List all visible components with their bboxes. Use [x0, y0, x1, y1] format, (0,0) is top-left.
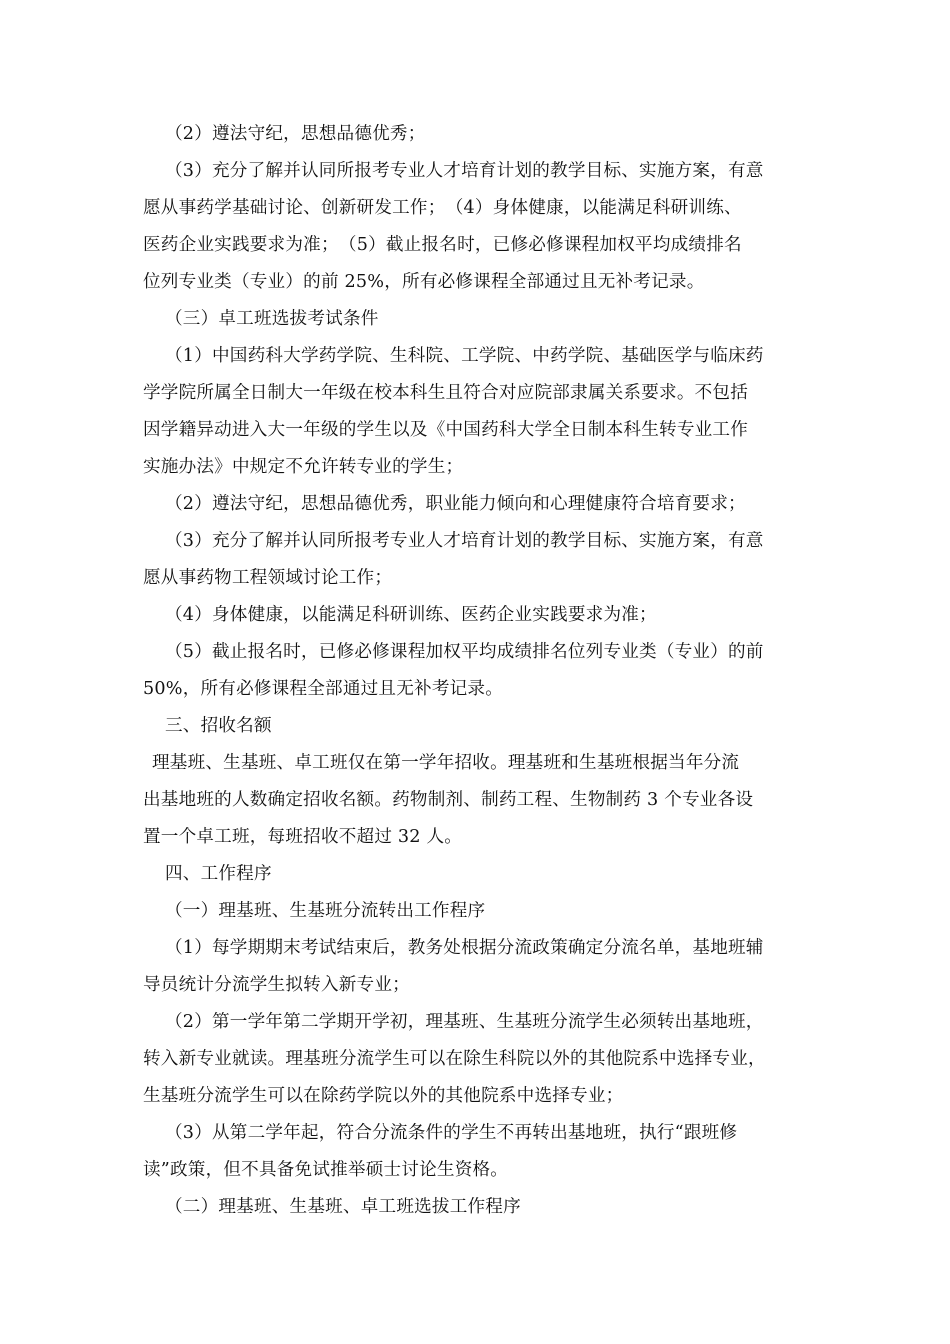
text-line: 置一个卓工班，每班招收不超过 32 人。 — [143, 827, 463, 847]
section-heading: （二）理基班、生基班、卓工班选拔工作程序 — [165, 1197, 521, 1217]
text-line: （3）充分了解并认同所报考专业人才培育计划的教学目标、实施方案，有意 — [165, 161, 764, 181]
text-line: 愿从事药物工程领域讨论工作； — [143, 568, 393, 588]
text-line: 理基班、生基班、卓工班仅在第一学年招收。理基班和生基班根据当年分流 — [152, 753, 740, 773]
text-line: （1）每学期期末考试结束后，教务处根据分流政策确定分流名单，基地班辅 — [165, 938, 764, 958]
section-heading: （三）卓工班选拔考试条件 — [165, 309, 379, 329]
text-line: （3）从第二学年起，符合分流条件的学生不再转出基地班，执行“跟班修 — [165, 1123, 738, 1143]
text-line: 愿从事药学基础讨论、创新研发工作； （4）身体健康，以能满足科研训练、 — [143, 198, 742, 218]
text-line: 50%，所有必修课程全部通过且无补考记录。 — [143, 679, 503, 699]
text-line: 位列专业类（专业）的前 25%，所有必修课程全部通过且无补考记录。 — [143, 272, 705, 292]
text-line: 生基班分流学生可以在除药学院以外的其他院系中选择专业； — [143, 1086, 624, 1106]
section-heading: 四、工作程序 — [165, 864, 272, 884]
text-line: （1）中国药科大学药学院、生科院、工学院、中药学院、基础医学与临床药 — [165, 346, 764, 366]
text-line: 学学院所属全日制大一年级在校本科生且符合对应院部隶属关系要求。不包括 — [143, 383, 748, 403]
text-line: 导员统计分流学生拟转入新专业； — [143, 975, 410, 995]
text-line: 读”政策，但不具备免试推举硕士讨论生资格。 — [143, 1160, 509, 1180]
text-line: 出基地班的人数确定招收名额。药物制剂、制药工程、生物制药 3 个专业各设 — [143, 790, 754, 810]
text-line: 实施办法》中规定不允许转专业的学生； — [143, 457, 464, 477]
section-heading: （一）理基班、生基班分流转出工作程序 — [165, 901, 486, 921]
text-line: 转入新专业就读。理基班分流学生可以在除生科院以外的其他院系中选择专业， — [143, 1049, 766, 1069]
text-line: （2）遵法守纪，思想品德优秀； — [165, 124, 426, 144]
text-line: （3）充分了解并认同所报考专业人才培育计划的教学目标、实施方案，有意 — [165, 531, 764, 551]
text-line: （5）截止报名时，已修必修课程加权平均成绩排名位列专业类（专业）的前 — [165, 642, 764, 662]
text-line: 医药企业实践要求为准； （5）截止报名时，已修必修课程加权平均成绩排名 — [143, 235, 742, 255]
text-line: （2）遵法守纪，思想品德优秀，职业能力倾向和心理健康符合培育要求； — [165, 494, 746, 514]
section-heading: 三、招收名额 — [165, 716, 272, 736]
text-line: （4）身体健康，以能满足科研训练、医药企业实践要求为准； — [165, 605, 657, 625]
text-line: 因学籍异动进入大一年级的学生以及《中国药科大学全日制本科生转专业工作 — [143, 420, 748, 440]
text-line: （2）第一学年第二学期开学初，理基班、生基班分流学生必须转出基地班， — [165, 1012, 764, 1032]
